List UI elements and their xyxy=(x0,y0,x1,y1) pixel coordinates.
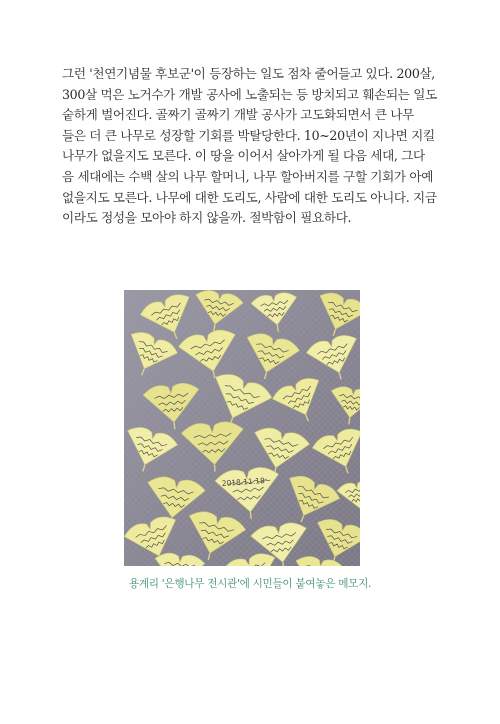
paragraph-line: 이라도 정성을 모아야 하지 않을까. 절박함이 필요하다. xyxy=(62,210,352,226)
body-paragraph xyxy=(62,64,440,229)
ginkgo-memo-photo xyxy=(124,290,360,566)
paragraph-line: 음 세대에는 수백 살의 나무 할머니, 나무 할아버지를 구할 기회가 아예 xyxy=(62,168,434,184)
paragraph-line: 없을지도 모른다. 나무에 대한 도리도, 사람에 대한 도리도 아니다. 지금 xyxy=(62,189,437,205)
paragraph-line: 그런 '천연기념물 후보군'이 등장하는 일도 점차 줄어들고 있다. 200살, xyxy=(62,66,435,81)
memo-wall-illustration xyxy=(124,290,360,566)
paragraph-line: 숱하게 벌어진다. 골짜기 골짜기 개발 공사가 고도화되면서 큰 나무 xyxy=(62,107,414,123)
memo-date-text: 2018.11.18~ xyxy=(221,475,272,488)
paragraph-line: 나무가 없을지도 모른다. 이 땅을 이어서 살아가게 될 다음 세대, 그다 xyxy=(62,148,425,164)
photo-caption: 용계리 '은행나무 전시관'에 시민들이 붙여놓은 메모지. xyxy=(128,578,372,590)
paragraph-line: 들은 더 큰 나무로 성장할 기회를 박탈당한다. 10~20년이 지나면 지킬 xyxy=(62,127,435,143)
paragraph-line: 300살 먹은 노거수가 개발 공사에 노출되는 등 방치되고 훼손되는 일도 xyxy=(62,86,437,102)
